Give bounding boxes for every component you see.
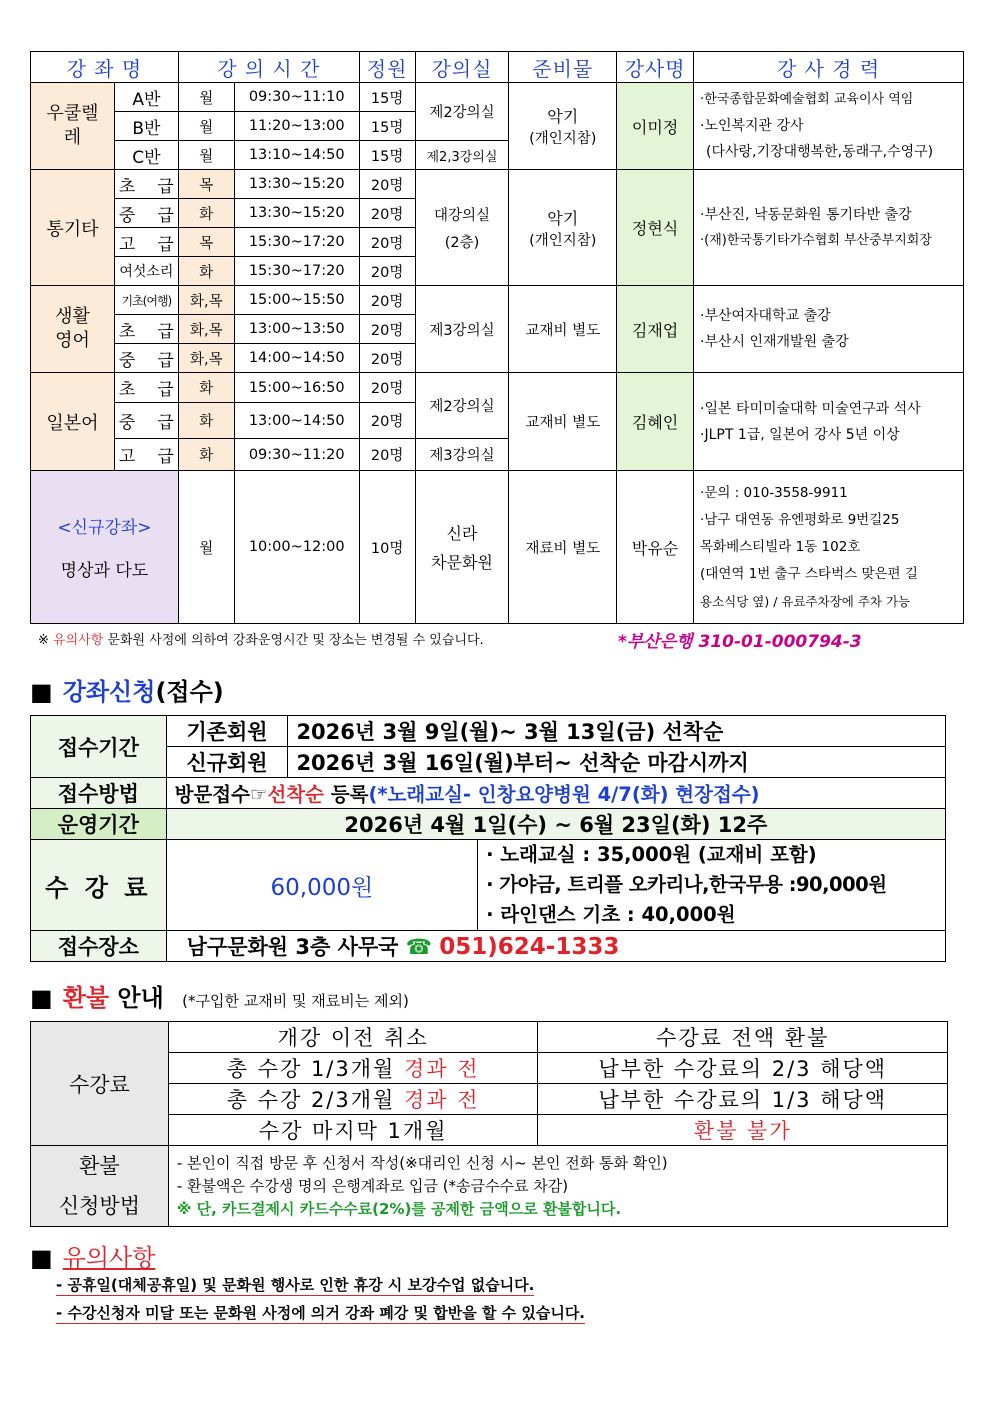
room-cell: 제2강의실 bbox=[415, 83, 509, 141]
table-row bbox=[31, 471, 964, 624]
day-cell: 월 bbox=[178, 471, 234, 624]
career-line: ·부산시 인재개발원 출강 bbox=[700, 334, 849, 350]
career-line: ·한국종합문화예술협회 교육이사 역임 bbox=[700, 92, 914, 107]
registration-heading bbox=[30, 672, 224, 707]
career-line: ·부산진, 낙동문화원 통기타반 출강 bbox=[700, 206, 912, 223]
career-line: ·(재)한국통기타가수협회 부산중부지회장 bbox=[700, 232, 932, 248]
method-note: (*노래교실- 인창요양병원 4/7(화) 현장접수) bbox=[368, 783, 760, 806]
room-cell: 제3강의실 bbox=[415, 286, 509, 373]
refund-card-note: ※ 단, 카드결제시 카드수수료(2%)를 공제한 금액으로 환불합니다. bbox=[176, 1199, 622, 1218]
time-cell: 15:30~17:20 bbox=[234, 257, 359, 286]
career-cell bbox=[694, 170, 964, 286]
office-location: 남구문화원 3층 사무국 bbox=[186, 935, 399, 959]
career-line: ·남구 대연동 유엔평화로 9번길25 bbox=[700, 511, 900, 528]
time-cell: 10:00~12:00 bbox=[234, 471, 359, 624]
material-cell: 재료비 별도 bbox=[509, 471, 617, 624]
time-cell: 13:00~14:50 bbox=[234, 403, 359, 439]
table-row bbox=[31, 1022, 948, 1053]
teacher-cell: 이미정 bbox=[617, 83, 694, 170]
career-line: 용소식당 옆) / 유료주차장에 주차 가능 bbox=[700, 593, 911, 609]
table-row bbox=[31, 931, 946, 962]
time-cell: 09:30~11:20 bbox=[234, 439, 359, 471]
material-label: 악기 bbox=[547, 107, 579, 126]
refund-title: 환불 bbox=[62, 984, 110, 1012]
level-cell: 기초(여행) bbox=[114, 286, 178, 315]
caution-title: 유의사항 bbox=[62, 1244, 156, 1272]
refund-amount: 납부한 수강료의 2/3 해당액 bbox=[538, 1053, 948, 1084]
capacity-cell: 20명 bbox=[359, 199, 415, 228]
career-line: (대연역 1번 출구 스타벅스 맞은편 길 bbox=[700, 565, 918, 582]
level-cell: 초 급 bbox=[114, 373, 178, 403]
room-label: 신라 bbox=[446, 524, 478, 543]
caution-item: - 수강신청자 미달 또는 문화원 사정에 의거 강좌 폐강 및 합반을 할 수 있습니다. bbox=[56, 1304, 586, 1322]
refund-condition bbox=[168, 1022, 538, 1053]
capacity-cell: 20명 bbox=[359, 286, 415, 315]
career-line: (다사랑,기장대행복한,동래구,수영구) bbox=[706, 144, 934, 160]
fee-item: · 라인댄스 기초 : 40,000원 bbox=[486, 903, 736, 926]
table-row bbox=[31, 840, 946, 931]
material-cell: 교재비 별도 bbox=[509, 373, 617, 471]
level-cell: 중 급 bbox=[114, 403, 178, 439]
refund-condition-text: 수강 마지막 1개월 bbox=[258, 1119, 448, 1143]
room-cell: 제3강의실 bbox=[415, 439, 509, 471]
day-cell: 월 bbox=[178, 112, 234, 141]
level-cell: C반 bbox=[114, 141, 178, 170]
table-row bbox=[31, 286, 964, 315]
refund-method-label-line: 환불 bbox=[79, 1154, 120, 1178]
capacity-cell: 20명 bbox=[359, 344, 415, 373]
refund-condition bbox=[168, 1053, 538, 1084]
refund-fee-label: 수강료 bbox=[31, 1022, 169, 1146]
period-label: 접수기간 bbox=[31, 716, 167, 778]
table-row bbox=[31, 1115, 948, 1146]
room-cell bbox=[415, 471, 509, 624]
career-cell bbox=[694, 83, 964, 170]
room-sub: (2층) bbox=[444, 234, 480, 251]
course-ukulele: 우쿨렐레 bbox=[31, 83, 115, 170]
header-course-name: 강 좌 명 bbox=[31, 52, 179, 83]
time-cell: 15:00~15:50 bbox=[234, 286, 359, 315]
capacity-cell: 20명 bbox=[359, 403, 415, 439]
course-english: 생활영어 bbox=[31, 286, 115, 373]
career-line: ·문의 : 010-3558-9911 bbox=[700, 484, 848, 501]
level-cell: 초 급 bbox=[114, 170, 178, 199]
table-row bbox=[31, 373, 964, 403]
day-cell: 화,목 bbox=[178, 315, 234, 344]
refund-method-line: - 환불액은 수강생 명의 은행계좌로 입금 (*송금수수료 차감) bbox=[176, 1176, 569, 1195]
refund-condition-highlight: 경과 전 bbox=[404, 1057, 480, 1081]
refund-table bbox=[30, 1021, 948, 1227]
method-value bbox=[166, 778, 945, 809]
level-cell: 고 급 bbox=[114, 439, 178, 471]
new-course-tag: <신규강좌> bbox=[57, 518, 152, 538]
method-visit: 방문접수 bbox=[174, 783, 250, 806]
bank-account: *부산은행 310-01-000794-3 bbox=[618, 632, 862, 652]
registration-title: 강좌신청 bbox=[62, 678, 156, 706]
header-capacity: 정원 bbox=[359, 52, 415, 83]
career-line: ·부산여자대학교 출강 bbox=[700, 308, 831, 324]
time-cell: 14:00~14:50 bbox=[234, 344, 359, 373]
day-cell: 화 bbox=[178, 373, 234, 403]
teacher-cell: 박유순 bbox=[617, 471, 694, 624]
new-member-label: 신규회원 bbox=[166, 747, 288, 778]
material-cell bbox=[509, 170, 617, 286]
capacity-cell: 20명 bbox=[359, 315, 415, 344]
level-cell: B반 bbox=[114, 112, 178, 141]
table-row bbox=[31, 747, 946, 778]
table-row bbox=[31, 1053, 948, 1084]
schedule-note bbox=[38, 629, 484, 648]
time-cell: 09:30~11:10 bbox=[234, 83, 359, 112]
course-japanese: 일본어 bbox=[31, 373, 115, 471]
schedule-header-row bbox=[31, 52, 964, 83]
capacity-cell: 10명 bbox=[359, 471, 415, 624]
refund-condition-text: 개강 이전 취소 bbox=[277, 1026, 429, 1050]
refund-title-sub: 안내 bbox=[109, 984, 164, 1012]
capacity-cell: 15명 bbox=[359, 141, 415, 170]
table-row bbox=[31, 809, 946, 840]
square-bullet-icon: ■ bbox=[30, 678, 53, 706]
refund-heading bbox=[30, 978, 409, 1013]
room-cell bbox=[415, 170, 509, 286]
header-career: 강 사 경 력 bbox=[694, 52, 964, 83]
capacity-cell: 20명 bbox=[359, 170, 415, 199]
career-line: ·노인복지관 강사 bbox=[700, 118, 804, 134]
place-label: 접수장소 bbox=[31, 931, 167, 962]
fee-label: 수 강 료 bbox=[31, 840, 167, 931]
level-cell: 여섯소리 bbox=[114, 257, 178, 286]
operation-label: 운영기간 bbox=[31, 809, 167, 840]
course-tea bbox=[31, 471, 179, 624]
refund-method-text bbox=[168, 1146, 947, 1227]
method-first-come: 선착순 bbox=[267, 783, 324, 806]
day-cell: 화 bbox=[178, 199, 234, 228]
room-label: 대강의실 bbox=[433, 207, 490, 224]
level-cell: A반 bbox=[114, 83, 178, 112]
table-row bbox=[31, 716, 946, 747]
refund-amount: 환불 불가 bbox=[538, 1115, 948, 1146]
header-room: 강의실 bbox=[415, 52, 509, 83]
career-cell bbox=[694, 471, 964, 624]
table-row bbox=[31, 1146, 948, 1227]
time-cell: 13:10~14:50 bbox=[234, 141, 359, 170]
day-cell: 화 bbox=[178, 439, 234, 471]
note-text: 문화원 사정에 의하여 강좌운영시간 및 장소는 변경될 수 있습니다. bbox=[103, 633, 484, 648]
refund-amount: 납부한 수강료의 1/3 해당액 bbox=[538, 1084, 948, 1115]
header-time: 강 의 시 간 bbox=[178, 52, 359, 83]
refund-condition-text: 총 수강 2/3개월 bbox=[226, 1088, 404, 1112]
caution-heading bbox=[30, 1238, 155, 1273]
room-cell: 제2,3강의실 bbox=[415, 141, 509, 170]
level-cell: 초 급 bbox=[114, 315, 178, 344]
day-cell: 화,목 bbox=[178, 344, 234, 373]
course-schedule-table bbox=[30, 51, 964, 624]
refund-method-label-line: 신청방법 bbox=[58, 1194, 140, 1218]
time-cell: 13:30~15:20 bbox=[234, 199, 359, 228]
refund-condition-highlight: 경과 전 bbox=[404, 1088, 480, 1112]
time-cell: 15:30~17:20 bbox=[234, 228, 359, 257]
material-sub: (개인지참) bbox=[529, 232, 597, 249]
room-sub: 차문화원 bbox=[431, 553, 493, 572]
table-row bbox=[31, 778, 946, 809]
method-label: 접수방법 bbox=[31, 778, 167, 809]
square-bullet-icon: ■ bbox=[30, 1244, 53, 1272]
capacity-cell: 20명 bbox=[359, 257, 415, 286]
capacity-cell: 15명 bbox=[359, 83, 415, 112]
place-value bbox=[166, 931, 945, 962]
material-label: 악기 bbox=[547, 208, 579, 228]
refund-condition-text: 총 수강 1/3개월 bbox=[226, 1057, 404, 1081]
new-course-name: 명상과 다도 bbox=[60, 561, 149, 581]
existing-member-label: 기존회원 bbox=[166, 716, 288, 747]
day-cell: 화,목 bbox=[178, 286, 234, 315]
time-cell: 15:00~16:50 bbox=[234, 373, 359, 403]
registration-table bbox=[30, 715, 946, 962]
square-bullet-icon: ■ bbox=[30, 984, 53, 1012]
table-row bbox=[31, 170, 964, 199]
career-line: ·JLPT 1급, 일본어 강사 5년 이상 bbox=[700, 426, 900, 443]
pointing-hand-icon: ☞ bbox=[249, 783, 268, 806]
refund-note: (*구입한 교재비 및 재료비는 제외) bbox=[182, 992, 409, 1010]
day-cell: 목 bbox=[178, 228, 234, 257]
teacher-cell: 김재업 bbox=[617, 286, 694, 373]
career-line: 목화베스티빌라 1동 102호 bbox=[700, 538, 861, 555]
capacity-cell: 15명 bbox=[359, 112, 415, 141]
fee-item: · 가야금, 트리플 오카리나,한국무용 :90,000원 bbox=[486, 873, 887, 896]
day-cell: 화 bbox=[178, 257, 234, 286]
header-teacher: 강사명 bbox=[617, 52, 694, 83]
career-cell bbox=[694, 286, 964, 373]
refund-condition bbox=[168, 1115, 538, 1146]
phone-icon: ☎ bbox=[405, 935, 432, 959]
material-cell: 교재비 별도 bbox=[509, 286, 617, 373]
note-highlight: 유의사항 bbox=[53, 633, 104, 648]
time-cell: 13:00~13:50 bbox=[234, 315, 359, 344]
time-cell: 13:30~15:20 bbox=[234, 170, 359, 199]
course-guitar: 통기타 bbox=[31, 170, 115, 286]
time-cell: 11:20~13:00 bbox=[234, 112, 359, 141]
refund-method-line: - 본인이 직접 방문 후 신청서 작성(※대리인 신청 시~ 본인 전화 통화 확인) bbox=[176, 1153, 668, 1172]
teacher-cell: 김혜인 bbox=[617, 373, 694, 471]
header-material: 준비물 bbox=[509, 52, 617, 83]
day-cell: 화 bbox=[178, 403, 234, 439]
existing-member-period: 2026년 3월 9일(월)~ 3월 13일(금) 선착순 bbox=[288, 716, 946, 747]
career-cell bbox=[694, 373, 964, 471]
caution-item: - 공휴일(대체공휴일) 및 문화원 행사로 인한 휴강 시 보강수업 없습니다. bbox=[56, 1276, 535, 1294]
teacher-cell: 정현식 bbox=[617, 170, 694, 286]
capacity-cell: 20명 bbox=[359, 228, 415, 257]
material-sub: (개인지참) bbox=[529, 131, 597, 147]
fee-items bbox=[478, 840, 946, 931]
level-cell: 중 급 bbox=[114, 344, 178, 373]
capacity-cell: 20명 bbox=[359, 439, 415, 471]
operation-period: 2026년 4월 1일(수) ~ 6월 23일(화) 12주 bbox=[166, 809, 945, 840]
day-cell: 월 bbox=[178, 83, 234, 112]
table-row bbox=[31, 83, 964, 112]
table-row bbox=[31, 1084, 948, 1115]
capacity-cell: 20명 bbox=[359, 373, 415, 403]
refund-amount: 수강료 전액 환불 bbox=[538, 1022, 948, 1053]
day-cell: 월 bbox=[178, 141, 234, 170]
level-cell: 중 급 bbox=[114, 199, 178, 228]
new-member-period: 2026년 3월 16일(월)부터~ 선착순 마감시까지 bbox=[288, 747, 946, 778]
note-prefix: ※ bbox=[38, 633, 54, 648]
material-cell bbox=[509, 83, 617, 170]
level-cell: 고 급 bbox=[114, 228, 178, 257]
fee-value: 60,000원 bbox=[166, 840, 477, 931]
career-line: ·일본 타미미술대학 미술연구과 석사 bbox=[700, 400, 921, 417]
fee-item: · 노래교실 : 35,000원 (교재비 포함) bbox=[486, 843, 817, 866]
phone-number: 051)624-1333 bbox=[439, 934, 620, 960]
refund-condition bbox=[168, 1084, 538, 1115]
day-cell: 목 bbox=[178, 170, 234, 199]
refund-method-label bbox=[31, 1146, 169, 1227]
method-register: 등록 bbox=[323, 783, 369, 806]
room-cell: 제2강의실 bbox=[415, 373, 509, 439]
registration-title-sub: (접수) bbox=[155, 678, 224, 706]
